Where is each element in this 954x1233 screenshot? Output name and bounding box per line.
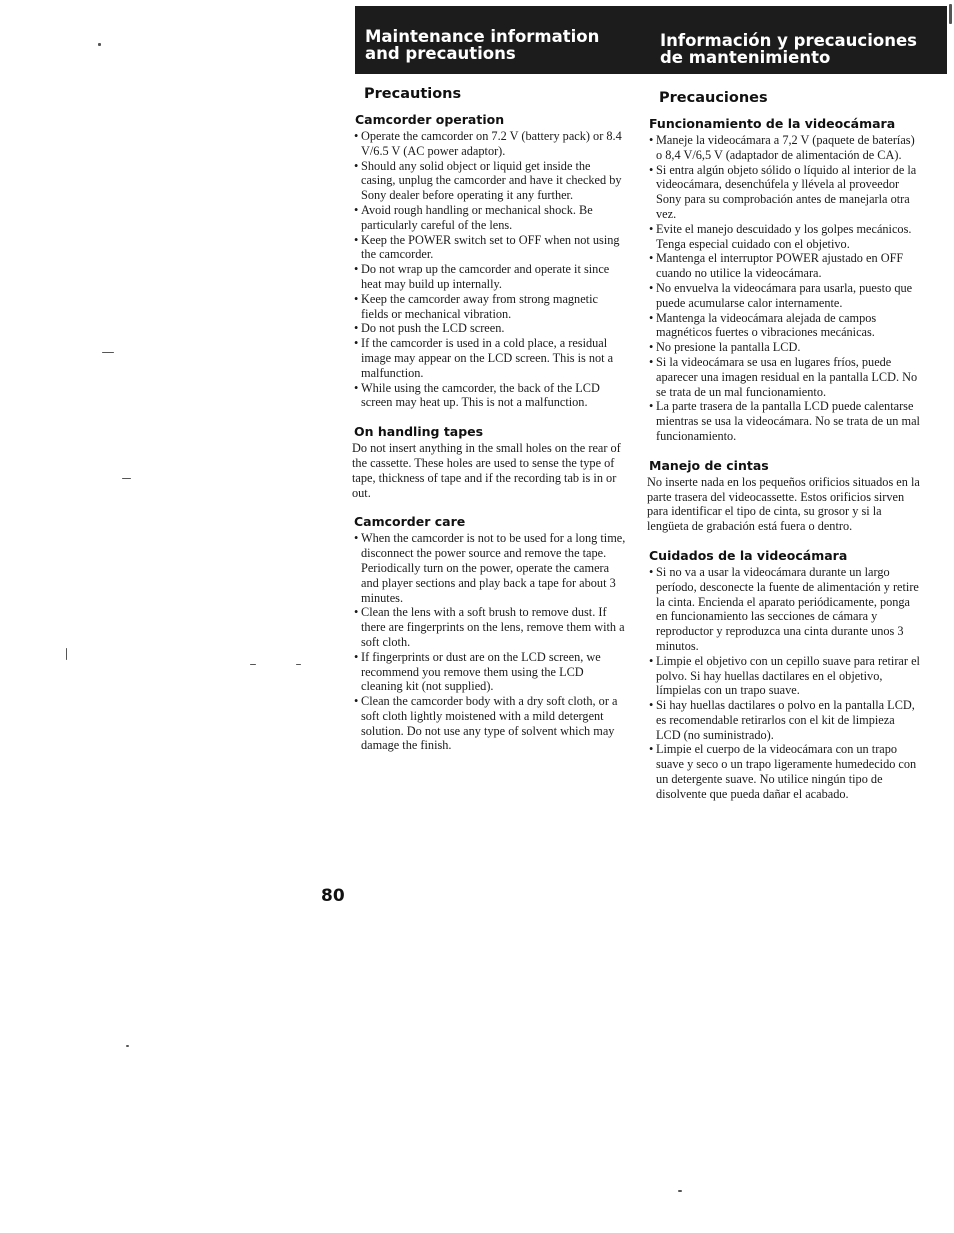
list-item: • Should any solid object or liquid get inside the casing, unplug the camcorder and have it checked by Sony dealer before operating it any further.: [352, 159, 627, 203]
scan-speck: [949, 4, 952, 24]
scan-speck: [678, 1190, 682, 1192]
list-item: • Si hay huellas dactilares o polvo en la pantalla LCD, es recomendable retirarlos con el kit de limpieza LCD (no suministrado).: [647, 698, 922, 742]
list-item: • Si no va a usar la videocámara durante un largo período, desconecte la fuente de alimentación y retire la cinta. Encienda el aparato periódicamente, ponga en funcionamiento las secciones de cámara y reproductor y reproduzca una cinta durante unos 3 minutos.: [647, 565, 922, 654]
english-column: [352, 86, 627, 753]
funcionamiento-list: [647, 133, 922, 444]
scan-speck: [122, 478, 131, 479]
scan-speck: [98, 43, 101, 46]
list-item: • Mantenga el interruptor POWER ajustado en OFF cuando no utilice la videocámara.: [647, 251, 922, 281]
section-title-precauciones: Precauciones: [659, 90, 768, 106]
list-item: • Do not push the LCD screen.: [352, 321, 627, 336]
header-title-english: Maintenance information and precautions: [365, 27, 600, 63]
list-item: • Mantenga la videocámara alejada de campos magnéticos fuertes o vibraciones mecánicas.: [647, 311, 922, 341]
subheading-camcorder-care: Camcorder care: [354, 514, 466, 530]
list-item: • If the camcorder is used in a cold place, a residual image may appear on the LCD screen. This is not a malfunction.: [352, 336, 627, 380]
list-item: • Do not wrap up the camcorder and operate it since heat may build up internally.: [352, 262, 627, 292]
list-item: • Evite el manejo descuidado y los golpes mecánicos. Tenga especial cuidado con el objetivo.: [647, 222, 922, 252]
camcorder-operation-list: [352, 129, 627, 410]
list-item: • If fingerprints or dust are on the LCD screen, we recommend you remove them using the LCD cleaning kit (not supplied).: [352, 650, 627, 694]
list-item: • Operate the camcorder on 7.2 V (battery pack) or 8.4 V/6.5 V (AC power adaptor).: [352, 129, 627, 159]
scan-speck: [296, 664, 301, 665]
list-item: • Avoid rough handling or mechanical shock. Be particularly careful of the lens.: [352, 203, 627, 233]
scan-speck: [66, 648, 67, 660]
camcorder-care-list: [352, 531, 627, 753]
handling-tapes-text: Do not insert anything in the small holes on the rear of the cassette. These holes are used to sense the type of tape, thickness of tape and if the recording tab is in or out.: [352, 441, 621, 500]
header-banner: [355, 6, 947, 74]
manejo-cintas-text: No inserte nada en los pequeños orificios situados en la parte trasera del videocassette. Estos orificios sirven para identificar el tipo de cinta, su grosor y si la lengüeta de grabación está fuera o dentro.: [647, 474, 920, 534]
list-item: • No presione la pantalla LCD.: [647, 340, 922, 355]
list-item: • La parte trasera de la pantalla LCD puede calentarse mientras se usa la videocámara. No se trata de un mal funcionamiento.: [647, 399, 922, 443]
scan-speck: [250, 664, 256, 665]
list-item: • Si la videocámara se usa en lugares fríos, puede aparecer una imagen residual en la pantalla LCD. No se trata de un mal funcionamiento.: [647, 355, 922, 399]
subheading-camcorder-operation: Camcorder operation: [355, 112, 505, 127]
scan-speck: [102, 352, 114, 353]
list-item: • Clean the camcorder body with a dry soft cloth, or a soft cloth lightly moistened with a mild detergent solution. Do not use any type of solvent which may damage the finish.: [352, 694, 627, 753]
list-item: • While using the camcorder, the back of the LCD screen may heat up. This is not a malfunction.: [352, 381, 627, 411]
subheading-funcionamiento: Funcionamiento de la videocámara: [649, 116, 896, 131]
spanish-column: [647, 86, 922, 802]
subheading-cuidados: Cuidados de la videocámara: [649, 547, 848, 563]
subheading-manejo-cintas: Manejo de cintas: [649, 457, 769, 473]
list-item: • Maneje la videocámara a 7,2 V (paquete de baterías) o 8,4 V/6,5 V (adaptador de alimentación de CA).: [647, 133, 922, 163]
list-item: • Keep the POWER switch set to OFF when not using the camcorder.: [352, 233, 627, 263]
list-item: • Si entra algún objeto sólido o líquido al interior de la videocámara, desenchúfela y llévela al proveedor Sony para su comprobación antes de manejarla otra vez.: [647, 163, 922, 222]
list-item: • Keep the camcorder away from strong magnetic fields or mechanical vibration.: [352, 292, 627, 322]
list-item: • When the camcorder is not to be used for a long time, disconnect the power source and remove the tape. Periodically turn on the power, operate the camera and player sections and play back a tape for about 3 minutes.: [352, 531, 627, 605]
header-title-spanish: Información y precauciones de mantenimiento: [660, 31, 917, 67]
list-item: • Clean the lens with a soft brush to remove dust. If there are fingerprints on the lens, remove them with a soft cloth.: [352, 605, 627, 649]
list-item: • Limpie el cuerpo de la videocámara con un trapo suave y seco o un trapo ligeramente humedecido con un detergente suave. No utilice ningún tipo de disolvente que pueda dañar el acabado.: [647, 742, 922, 801]
scan-speck: [126, 1045, 129, 1047]
list-item: • No envuelva la videocámara para usarla, puesto que puede acumularse calor internamente.: [647, 281, 922, 311]
subheading-handling-tapes: On handling tapes: [354, 424, 484, 440]
page-number: 80: [321, 886, 345, 906]
section-title-precautions: Precautions: [364, 86, 462, 102]
list-item: • Limpie el objetivo con un cepillo suave para retirar el polvo. Si hay huellas dactilares en el objetivo, límpielas con un trapo suave.: [647, 654, 922, 698]
cuidados-list: [647, 565, 922, 802]
